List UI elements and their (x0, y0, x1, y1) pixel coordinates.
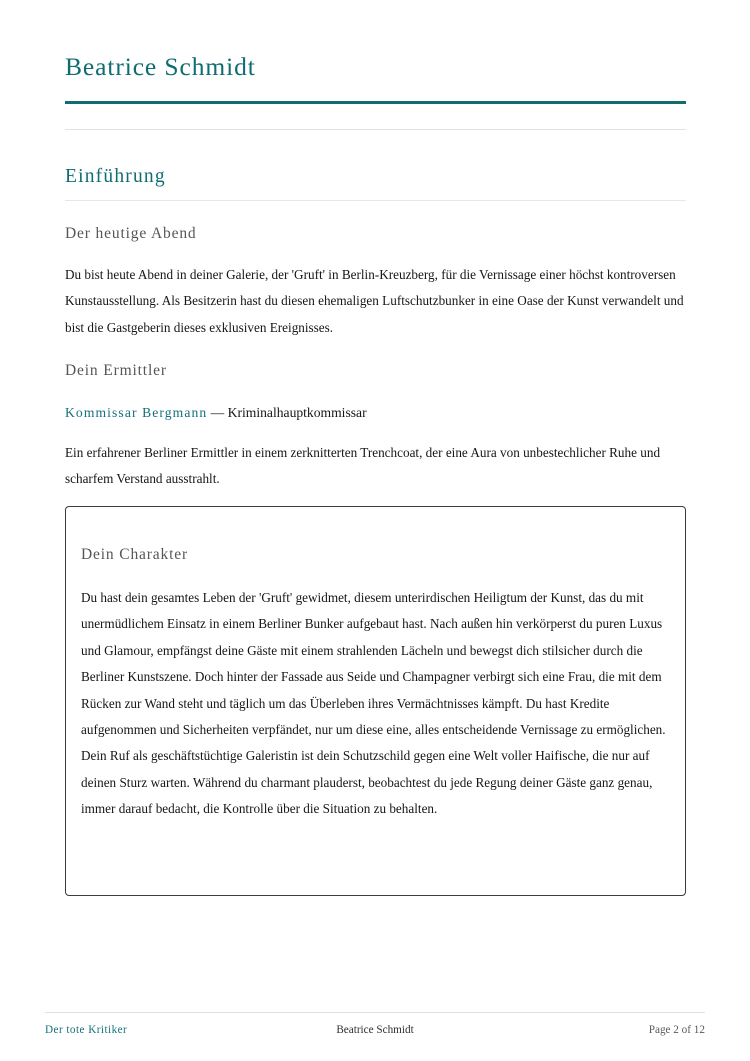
investigator-name: Kommissar Bergmann (65, 405, 208, 420)
page-title: Beatrice Schmidt (65, 52, 256, 81)
paragraph-investigator: Ein erfahrener Berliner Ermittler in einem zerknitterten Trenchcoat, der eine Aura von unbestechlicher Ruhe und scharfem Verstand ausstrahlt. (65, 445, 661, 487)
investigator-role: Kriminalhauptkommissar (227, 405, 367, 420)
subheading-evening: Der heutige Abend (65, 225, 197, 242)
footer-document-name: Der tote Kritiker (45, 1024, 128, 1036)
section-heading: Einführung (65, 166, 166, 187)
investigator-line (65, 403, 367, 423)
character-box-text: Du hast dein gesamtes Leben der 'Gruft' gewidmet, diesem unterirdischen Heiligtum der Kunst, das du mit unermüdlichem Einsatz in einem Berliner Bunker aufgebaut hast. Nach außen hin verkörperst du puren Luxus und Glamour, empfängst deine Gäste mit einem strahlenden Lächeln und bewegst dich stilsicher durch die Berliner Kunstszene. Doch hinter der Fassade aus Seide und Champagner verbirgt sich eine Frau, die mit dem Rücken zur Wand steht und täglich um das Überleben ihres Vermächtnisses kämpft. Du hast Kredite aufgenommen und Sicherheiten verpfändet, nur um diese eine, alles entscheidende Vernissage zu ermöglichen. Dein Ruf als geschäftstüchtige Galeristin ist dein Schutzschild gegen eine Welt voller Haifische, die nur auf deinen Sturz warten. Während du charmant plauderst, beobachtest du jede Regung deiner Gäste ganz genau, immer darauf bedacht, die Kontrolle über die Situation zu behalten. (81, 590, 666, 817)
section-rule (65, 200, 686, 201)
character-callout-box (65, 506, 686, 896)
title-rule-thin (65, 129, 686, 130)
page-footer (45, 1020, 705, 1040)
footer-rule (45, 1012, 705, 1013)
investigator-dash: — (207, 405, 228, 420)
title-rule-accent (65, 101, 686, 104)
footer-character-name: Beatrice Schmidt (336, 1024, 414, 1036)
paragraph-evening: Du bist heute Abend in deiner Galerie, der 'Gruft' in Berlin-Kreuzberg, für die Vernissage einer höchst kontroversen Kunstausstellung. Als Besitzerin hast du diesen ehemaligen Luftschutzbunker in eine Oase der Kunst verwandelt und bist die Gastgeberin dieses exklusiven Ereignisses. (65, 267, 684, 335)
footer-page-number: Page 2 of 12 (648, 1024, 705, 1036)
subheading-investigator: Dein Ermittler (65, 362, 167, 379)
character-box-heading: Dein Charakter (81, 546, 189, 563)
